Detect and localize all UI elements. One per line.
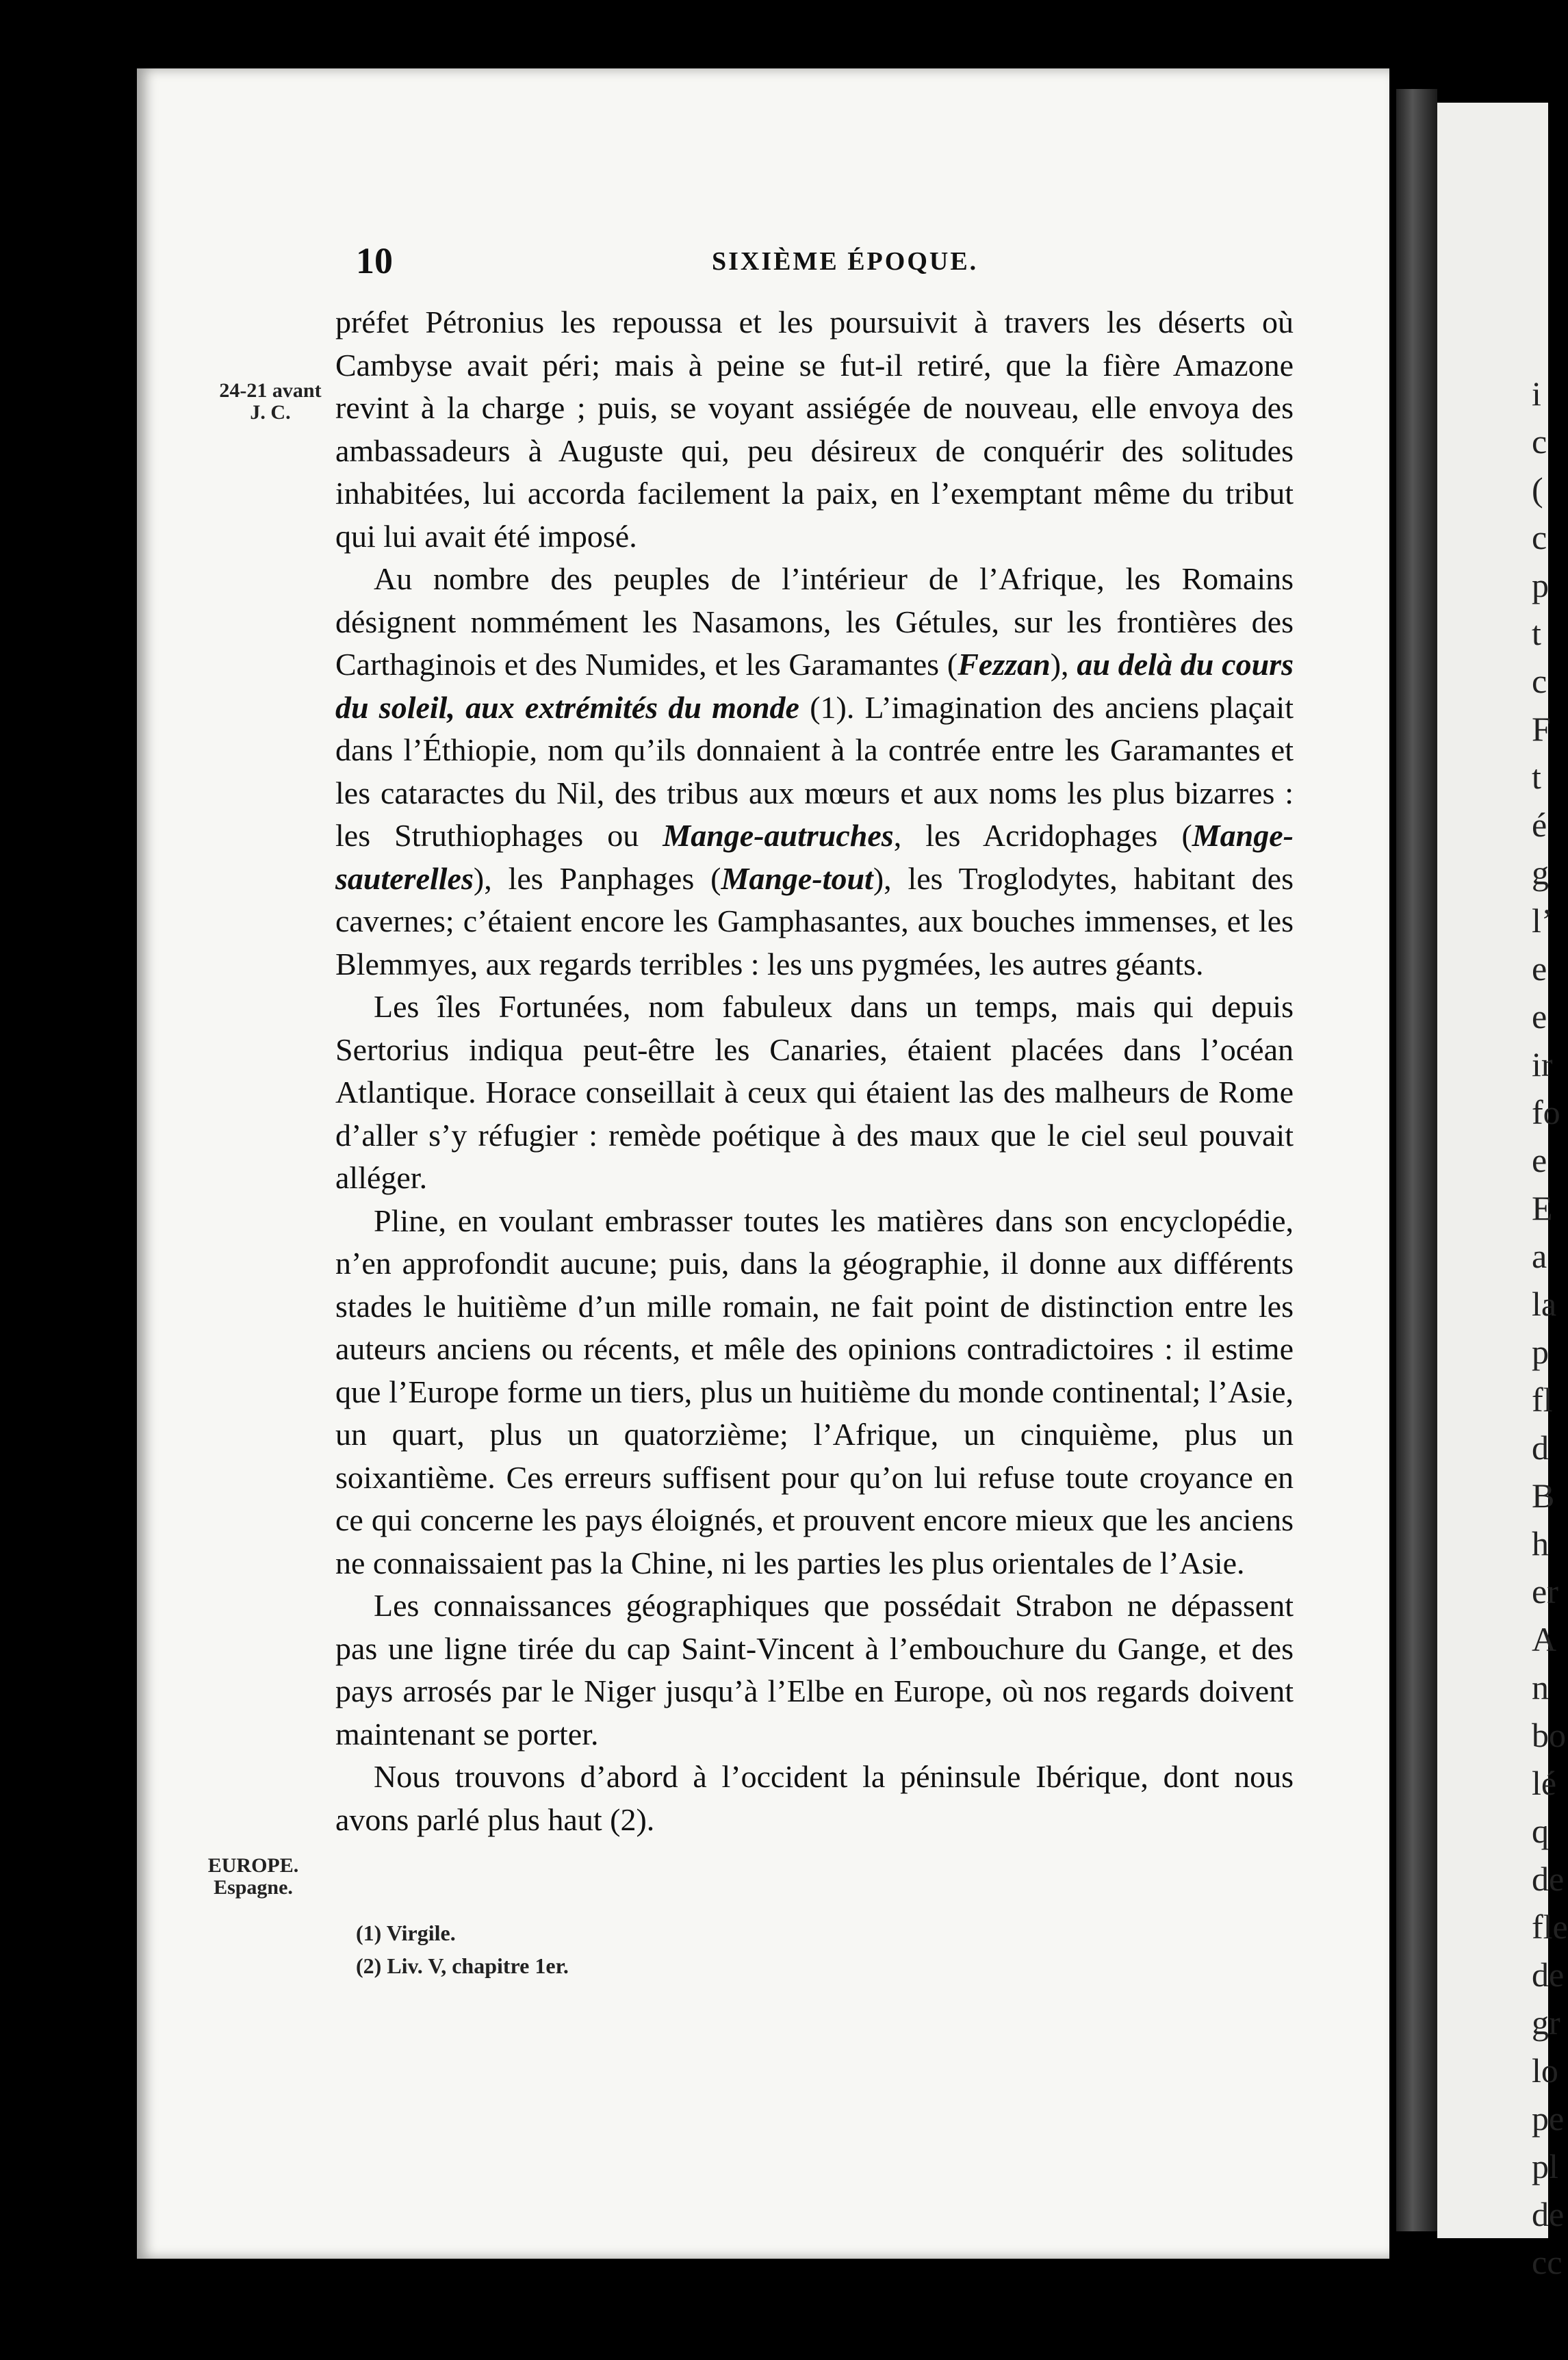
- facing-page-letter: ir: [1532, 1045, 1553, 1083]
- footnotes: [356, 1916, 1177, 1982]
- page-gutter: [1396, 89, 1437, 2231]
- margin-section-line1: EUROPE.: [207, 1854, 299, 1877]
- margin-section-note: [198, 1855, 308, 1898]
- footnote-1: (1) Virgile.: [356, 1921, 456, 1945]
- text-run: ),: [1050, 647, 1077, 682]
- facing-page-letter: e: [1532, 1141, 1547, 1179]
- italic-phrase: Mange-tout: [721, 860, 873, 896]
- text-run: Les îles Fortunées, nom fabuleux dans un temps, mais qui depuis Sertorius indiqua peut-être les Canaries, étaient placées dans l’océan Atlantique. Horace conseillait à ceux qui étaient las des malheurs de Rome d’aller s’y réfugier : remède poétique à des maux que le ciel seul pouvait alléger.: [335, 989, 1294, 1195]
- running-title: SIXIÈME ÉPOQUE.: [712, 247, 979, 276]
- facing-page-letter: lo: [1532, 2051, 1558, 2090]
- facing-page-letter: cc: [1532, 2243, 1563, 2281]
- facing-page-fragment: [1437, 103, 1568, 2281]
- facing-page-letter: t: [1532, 614, 1541, 652]
- paragraph: [335, 1200, 1294, 1585]
- italic-phrase: Mange-autruches: [663, 818, 894, 853]
- italic-phrase: au delà du cours du soleil, aux extrémités du monde: [335, 647, 1294, 725]
- facing-page-letter: pl: [1532, 2147, 1558, 2185]
- facing-page-letter: A: [1532, 1620, 1557, 1658]
- facing-page-letter: c: [1532, 662, 1547, 700]
- facing-page-letter: pe: [1532, 2099, 1565, 2138]
- page-number: 10: [356, 240, 393, 281]
- margin-date-line1: 24-21 avant: [219, 379, 322, 402]
- text-run: Au nombre des peuples de l’intérieur de l’Afrique, les Romains désignent nommément les Nasamons, les Gétules, sur les frontières des Carthaginois et des Numides, et les Garamantes (: [335, 561, 1294, 682]
- facing-page-letter: E: [1532, 1189, 1553, 1227]
- text-run: ), les Panphages (: [473, 860, 721, 896]
- facing-page-letter: de: [1532, 1860, 1565, 1898]
- facing-page-letter: lé: [1532, 1764, 1557, 1802]
- facing-page-letter: fl: [1532, 1381, 1553, 1419]
- text-run: Nous trouvons d’abord à l’occident la péninsule Ibérique, dont nous avons parlé plus haut (2).: [335, 1759, 1294, 1837]
- facing-page-letter: q: [1532, 1812, 1549, 1850]
- facing-page-letter: c: [1532, 422, 1547, 461]
- facing-page-letter: (: [1532, 470, 1543, 509]
- facing-page-letter: a: [1532, 1237, 1547, 1275]
- margin-section-line2: Espagne.: [214, 1875, 293, 1899]
- paragraph: [335, 1585, 1294, 1756]
- facing-page-letter: p: [1532, 1333, 1549, 1371]
- text-run: préfet Pétronius les repoussa et les poursuivit à travers les déserts où Cambyse avait péri; mais à peine se fut-il retiré, que la fière Amazone revint à la charge ; puis, se voyant assiégée de nouveau, elle envoya des ambassadeurs à Auguste qui, peu désireux de conquérir des solitudes inhabitées, lui accorda facilement la paix, en l’exemptant même du tribut qui lui avait été imposé.: [335, 305, 1294, 554]
- margin-date-line2: J. C.: [250, 400, 291, 424]
- facing-page-letter: i: [1532, 374, 1541, 413]
- text-run: ), les Troglodytes, habitant des cavernes; c’étaient encore les Gamphasantes, aux bouches immenses, et les Blemmyes, aux regards terribles : les uns pygmées, les autres géants.: [335, 860, 1294, 982]
- facing-page-letter: l’: [1532, 901, 1553, 940]
- paragraph: [335, 301, 1294, 558]
- facing-page-letter: g: [1532, 854, 1549, 892]
- footnote-2: (2) Liv. V, chapitre 1er.: [356, 1953, 569, 1978]
- facing-page-letter: h: [1532, 1524, 1549, 1563]
- facing-page-letter: p: [1532, 566, 1549, 604]
- facing-page-letter: fle: [1532, 1908, 1568, 1946]
- paragraph: [335, 558, 1294, 986]
- body-text: [335, 301, 1294, 1841]
- facing-page-letter: de: [1532, 2195, 1565, 2233]
- facing-page-letter: bo: [1532, 1716, 1566, 1754]
- italic-phrase: Fezzan: [957, 647, 1051, 682]
- page-header: [356, 240, 1314, 281]
- facing-page-letter: é: [1532, 806, 1547, 844]
- italic-phrase: Mange-sauterelles: [335, 818, 1294, 896]
- facing-page-letter: B: [1532, 1476, 1555, 1515]
- facing-page-letter: F: [1532, 710, 1551, 748]
- facing-page-letter: e: [1532, 949, 1547, 988]
- facing-page-letter: e: [1532, 997, 1547, 1036]
- paragraph: [335, 986, 1294, 1200]
- facing-page-letter: d: [1532, 1428, 1549, 1467]
- facing-page-letter: n: [1532, 1668, 1549, 1706]
- paragraph: [335, 1756, 1294, 1841]
- text-run: Pline, en voulant embrasser toutes les matières dans son encyclopédie, n’en approfondit aucune; puis, dans la géographie, il donne aux différents stades le huitième d’un mille romain, ne fait point de distinction entre les auteurs anciens ou récents, et mêle des opinions contradictoires : il estime que l’Europe forme un tiers, plus un huitième du monde continental; l’Asie, un quart, plus un quatorzième; l’Afrique, un cinquième, plus un soixantième. Ces erreurs suffisent pour qu’on lui refuse toute croyance en ce qui concerne les pays éloignés, et prouvent encore mieux que les anciens ne connaissaient pas la Chine, ni les parties les plus orientales de l’Asie.: [335, 1203, 1294, 1580]
- facing-page-letter: t: [1532, 758, 1541, 796]
- margin-date-note: [205, 380, 335, 423]
- text-run: (1). L’imagination des anciens plaçait dans l’Éthiopie, nom qu’ils donnaient à la contrée entre les Garamantes et les cataractes du Nil, des tribus aux mœurs et aux noms les plus bizarres : les Struthiophages ou: [335, 689, 1294, 853]
- facing-page-letter: la: [1532, 1285, 1557, 1323]
- facing-page-letter: c: [1532, 518, 1547, 556]
- facing-page-letter: gr: [1532, 2003, 1560, 2042]
- facing-page-letter: de: [1532, 1955, 1565, 1994]
- facing-page-letter: fo: [1532, 1093, 1560, 1131]
- facing-page-letter: er: [1532, 1572, 1558, 1611]
- text-run: Les connaissances géographiques que possédait Strabon ne dépassent pas une ligne tirée du cap Saint-Vincent à l’embouchure du Gange, et des pays arrosés par le Niger jusqu’à l’Elbe en Europe, où nos regards doivent maintenant se porter.: [335, 1588, 1294, 1752]
- text-run: , les Acridophages (: [893, 818, 1192, 853]
